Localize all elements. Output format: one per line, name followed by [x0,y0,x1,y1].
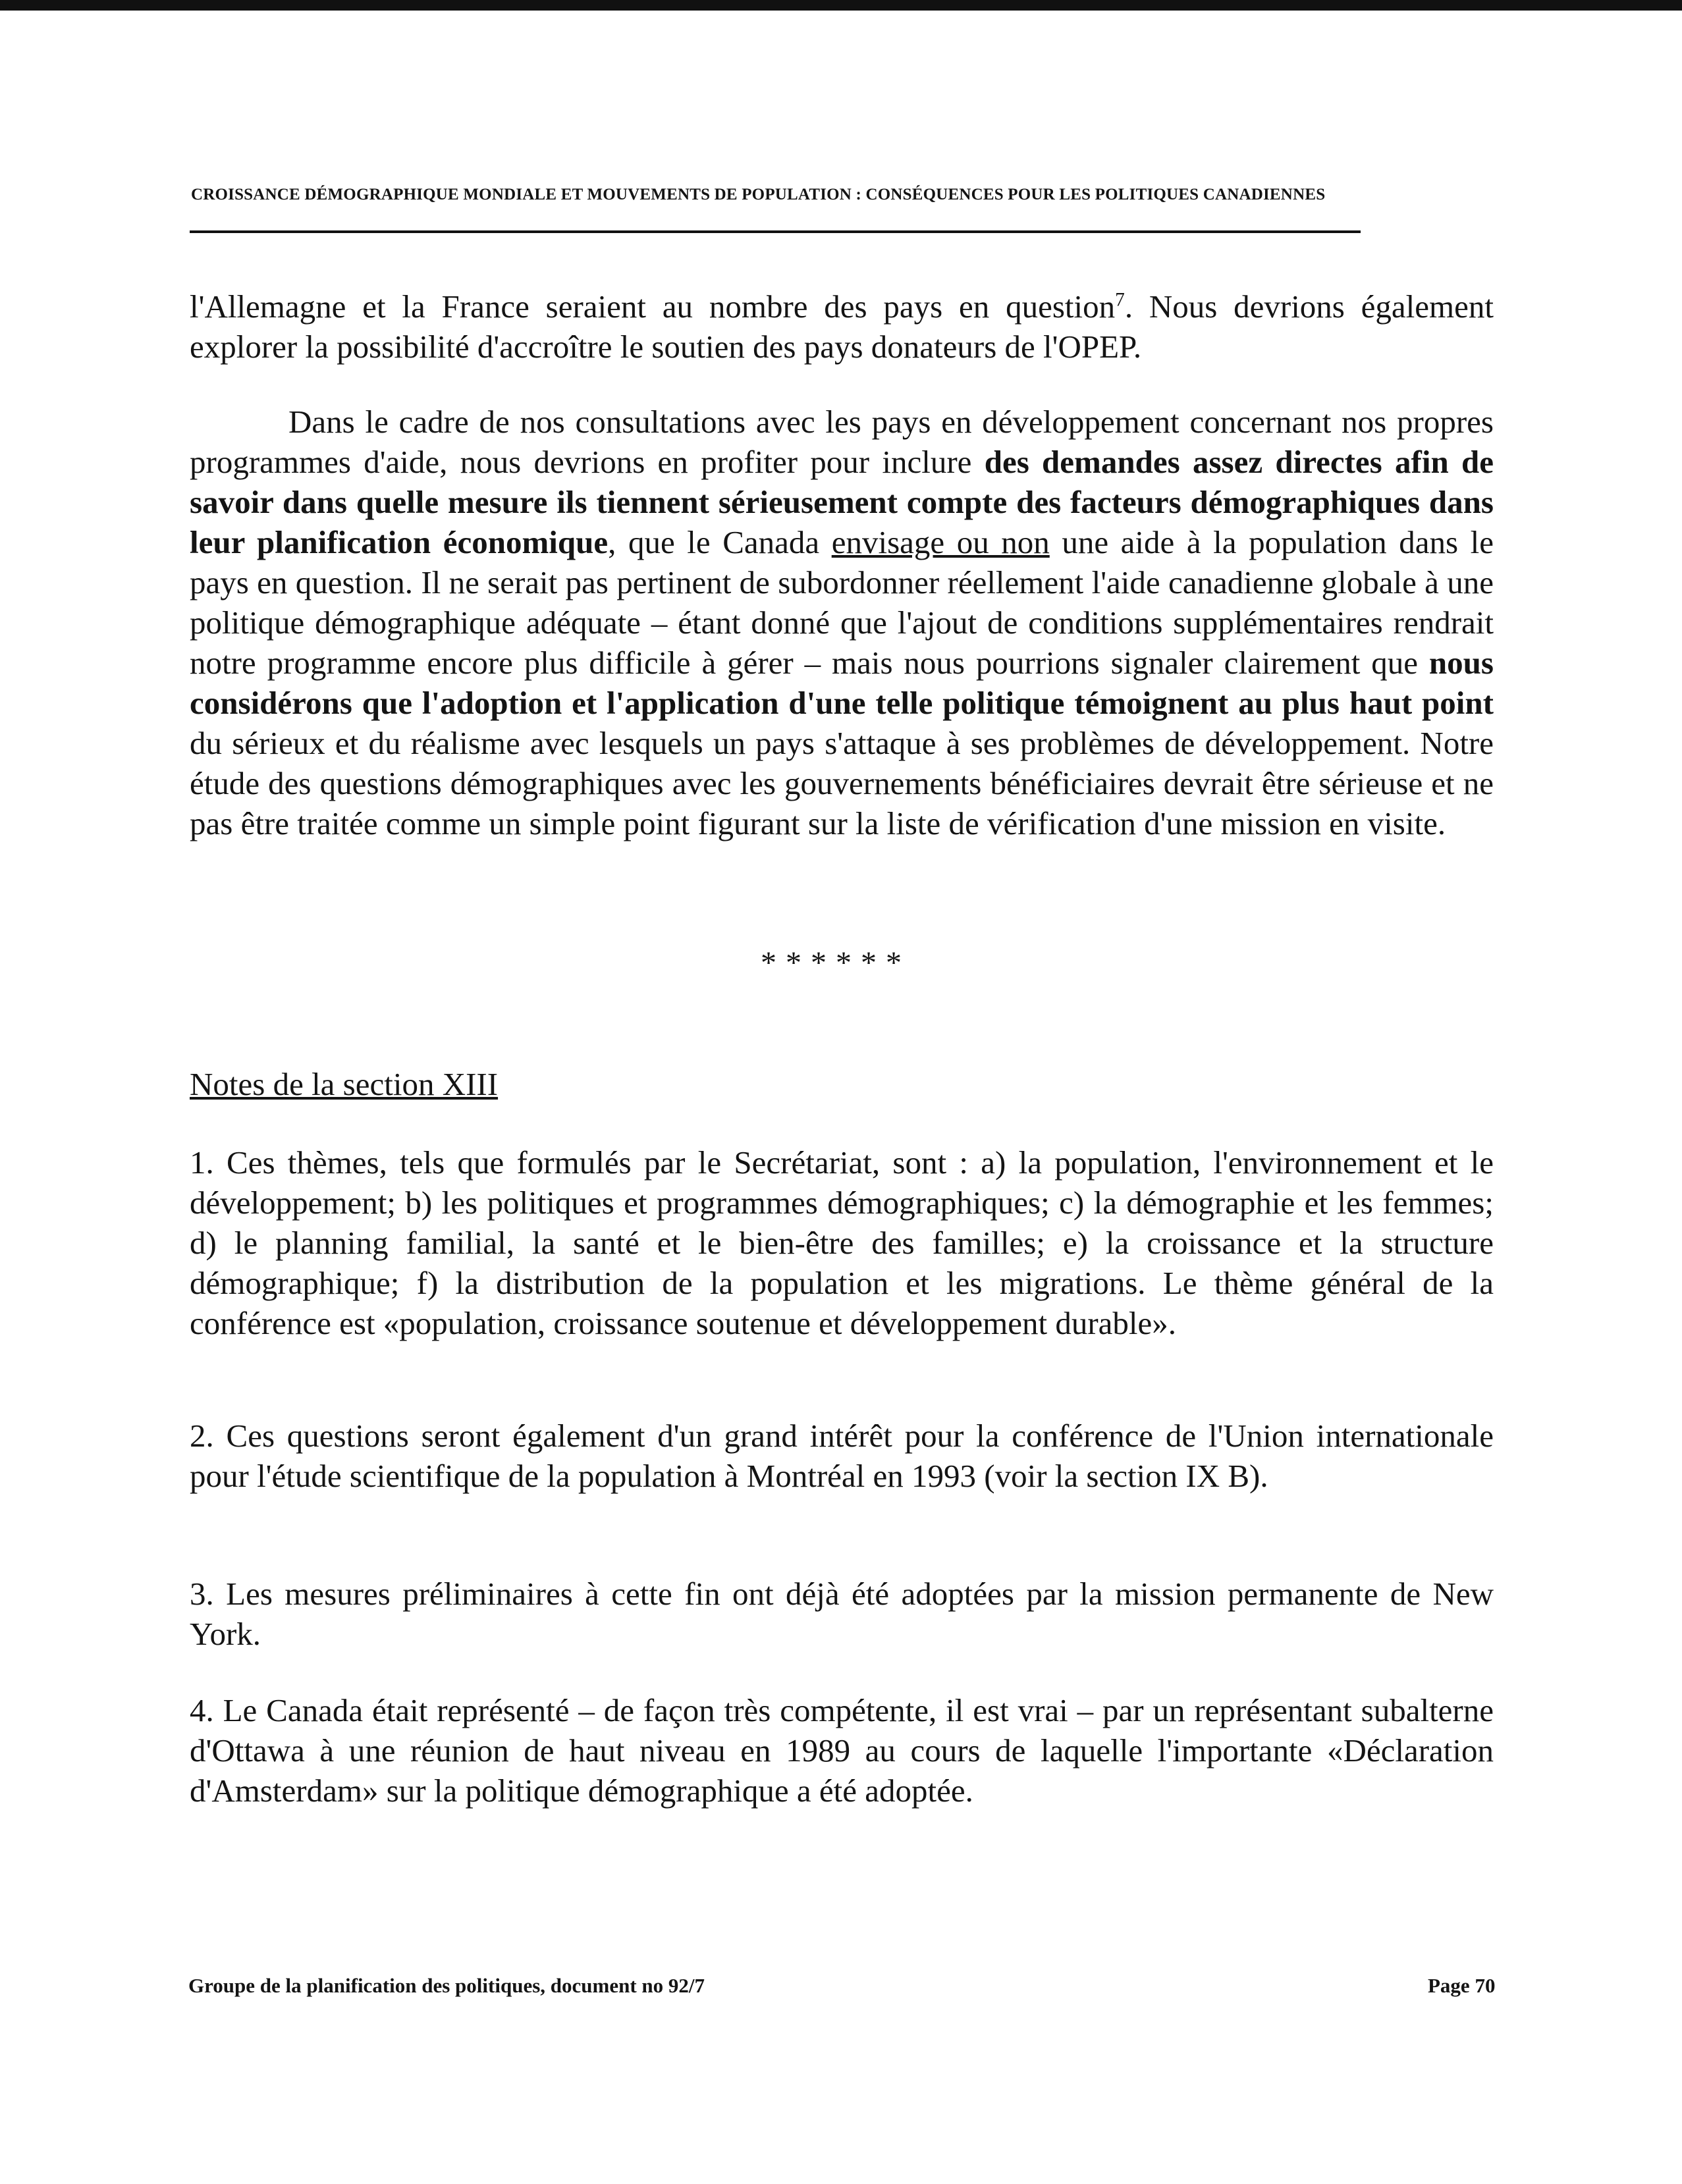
paragraph-1 [190,286,1494,367]
note-3: 3. Les mesures préliminaires à cette fin ont déjà été adoptées par la mission permanente de New York. [190,1576,1494,1652]
paragraph-2-text-c: une aide à la population dans le pays en question. Il ne serait pas pertinent de subordonner réellement l'aide canadienne globale à une politique démographique adéquate – étant donné que l'ajout de conditions supplémentaires rendrait notre programme encore plus difficile à gérer – mais nous pourrions signaler clairement que [190,524,1494,681]
header-rule [190,230,1361,233]
note-4: 4. Le Canada était représenté – de façon très compétente, il est vrai – par un représentant subalterne d'Ottawa à une réunion de haut niveau en 1989 au cours de laquelle l'importante «Déclaration d'Amsterdam» sur la politique démographique a été adoptée. [190,1692,1494,1809]
footnote-ref-7: 7 [1115,289,1125,311]
paragraph-1-text-a: l'Allemagne et la France seraient au nombre des pays en question [190,288,1116,325]
footer-source: Groupe de la planification des politiques, document no 92/7 [188,1974,705,1997]
paragraph-2-text-d: du sérieux et du réalisme avec lesquels un pays s'attaque à ses problèmes de développement. Notre étude des questions démographiques avec les gouvernements bénéficiaires devrait être sérieuse et ne pas être traitée comme un simple point figurant sur la liste de vérification d'une mission en visite. [190,725,1494,841]
paragraph-1-text-b: . Nous devrions également explorer la possibilité d'accroître le soutien des pays donateurs de l'OPEP. [190,288,1494,365]
page-number: Page 70 [1428,1974,1496,1997]
notes-title: Notes de la section XIII [190,1066,499,1102]
running-header: CROISSANCE DÉMOGRAPHIQUE MONDIALE ET MOUVEMENTS DE POPULATION : CONSÉQUENCES POUR LES POLITIQUES CANADIENNES [191,186,1326,203]
paragraph-2-text-a: Dans le cadre de nos consultations avec les pays en développement concernant nos propres programmes d'aide, nous devrions en profiter pour inclure [190,404,1494,480]
section-separator: ****** [761,946,911,980]
note-1: 1. Ces thèmes, tels que formulés par le Secrétariat, sont : a) la population, l'environnement et le développement; b) les politiques et programmes démographiques; c) la démographie et les femmes; d) le planning familial, la santé et le bien-être des familles; e) la croissance et la structure démographique; f) la distribution de la population et les migrations. Le thème général de la conférence est «population, croissance soutenue et développement durable». [190,1144,1494,1341]
paragraph-2-text-b: , que le Canada [608,524,832,560]
paragraph-2-bold-1: des demandes assez directes afin de savoir dans quelle mesure ils tiennent sérieusement compte des facteurs démographiques dans leur planification économique [190,444,1494,560]
paragraph-2-underline: envisage ou non [831,524,1050,560]
scan-top-border [0,0,1682,11]
note-2: 2. Ces questions seront également d'un grand intérêt pour la conférence de l'Union internationale pour l'étude scientifique de la population à Montréal en 1993 (voir la section IX B). [190,1418,1494,1494]
paragraph-2-bold-2: nous considérons que l'adoption et l'application d'une telle politique témoignent au plus haut point [190,645,1494,721]
paragraph-2 [190,402,1494,843]
